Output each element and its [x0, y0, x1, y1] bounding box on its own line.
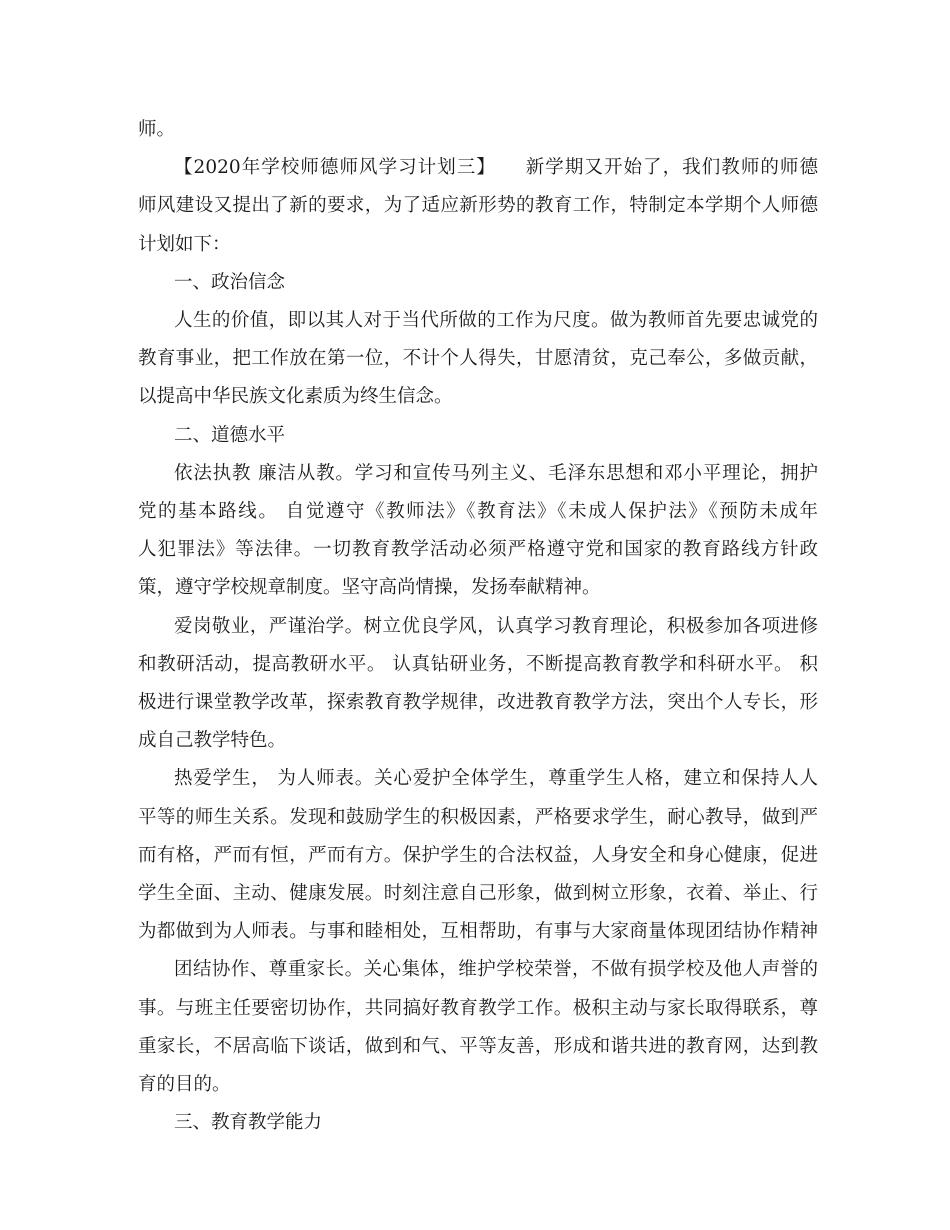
text-line-13: 策，遵守学校规章制度。坚守高尚情操，发扬奉献精神。: [138, 577, 601, 598]
text-line-19: 平等的师生关系。发现和鼓励学生的积极因素，严格要求学生，耐心教导，做到严: [138, 807, 818, 828]
text-line-5: 一、政治信念: [174, 272, 286, 293]
text-line-6: 人生的价值，即以其人对于当代所做的工作为尺度。做为教师首先要忠诚党的: [174, 310, 818, 331]
text-line-12: 人犯罪法》等法律。一切教育教学活动必须严格遵守党和国家的教育路线方针政: [138, 539, 818, 560]
text-line-15: 和教研活动，提高教研水平。 认真钻研业务，不断提高教育教学和科研水平。 积: [138, 654, 818, 675]
text-line-24: 事。与班主任要密切协作，共同搞好教育教学工作。极积主动与家长取得联系，尊: [138, 998, 818, 1019]
text-line-16: 极进行课堂教学改革，探索教育教学规律，改进教育教学方法，突出个人专长，形: [138, 692, 818, 713]
text-line-23: 团结协作、尊重家长。关心集体，维护学校荣誉，不做有损学校及他人声誉的: [174, 959, 818, 980]
text-line-11: 党的基本路线。 自觉遵守《教师法》《教育法》《未成人保护法》《预防未成年: [138, 501, 818, 522]
text-line-9: 二、道德水平: [174, 425, 286, 446]
text-line-22: 为都做到为人师表。与事和睦相处，互相帮助，有事与大家商量体现团结协作精神: [138, 921, 818, 942]
text-line-8: 以提高中华民族文化素质为终生信念。: [138, 386, 453, 407]
text-line-10: 依法执教 廉洁从教。学习和宣传马列主义、毛泽东思想和邓小平理论，拥护: [174, 463, 818, 484]
text-line-4: 计划如下：: [138, 234, 231, 255]
text-line-21: 学生全面、主动、健康发展。时刻注意自己形象，做到树立形象，衣着、举止、行: [138, 883, 818, 904]
text-line-7: 教育事业，把工作放在第一位，不计个人得失，甘愿清贫，克己奉公，多做贡献，: [138, 348, 818, 369]
text-line-25: 重家长，不居高临下谈话，做到和气、平等友善，形成和谐共进的教育网，达到教: [138, 1036, 818, 1057]
text-line-2: 【2020年学校师德师风学习计划三】 新学期又开始了，我们教师的师德: [174, 157, 818, 178]
text-line-20: 而有格，严而有恒，严而有方。保护学生的合法权益，人身安全和身心健康，促进: [138, 845, 818, 866]
text-line-18: 热爱学生， 为人师表。关心爱护全体学生，尊重学生人格，建立和保持人人: [174, 768, 818, 789]
text-line-14: 爱岗敬业，严谨治学。树立优良学风，认真学习教育理论，积极参加各项进修: [174, 616, 818, 637]
text-line-1: 师。: [138, 119, 176, 140]
text-line-27: 三、教育教学能力: [174, 1112, 323, 1133]
text-line-17: 成自己教学特色。: [138, 730, 287, 751]
text-line-26: 育的目的。: [138, 1074, 231, 1095]
text-line-3: 师风建设又提出了新的要求，为了适应新形势的教育工作，特制定本学期个人师德: [138, 195, 818, 216]
